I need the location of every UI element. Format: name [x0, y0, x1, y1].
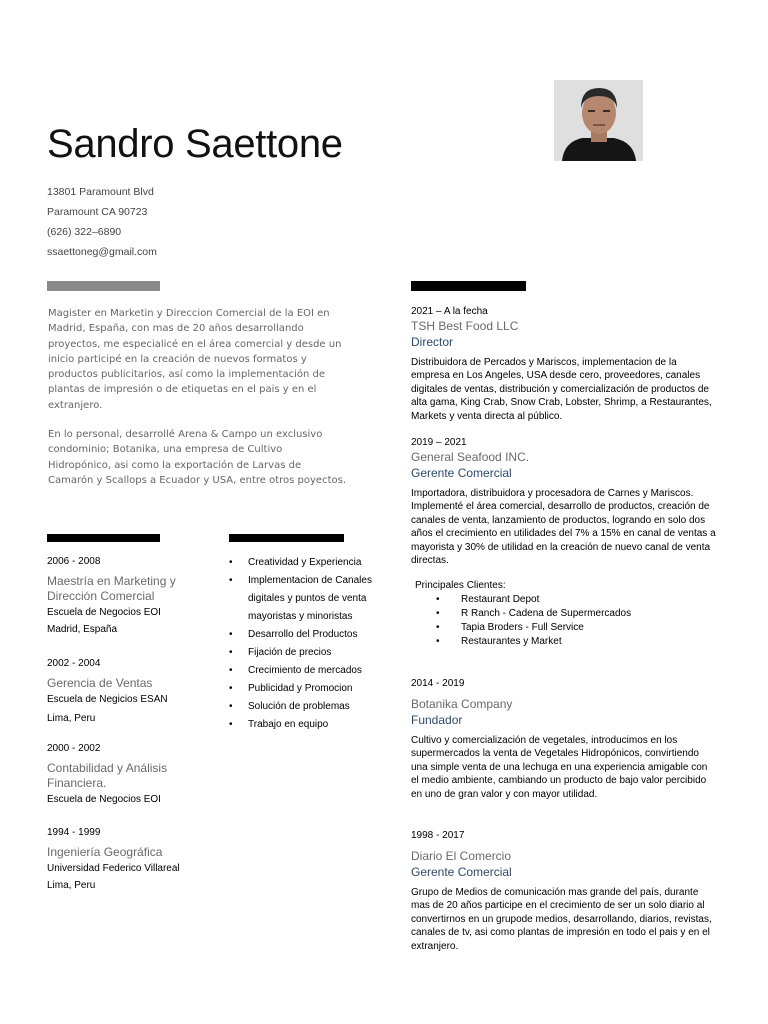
experience-description: Importadora, distribuidora y procesadora de Carnes y Mariscos. Implementé el área comercial, desarrollo de productos, creación de canales de venta, lanzamiento de productos, logrando en solo dos años el crecimiento en utilidades del 7% a 15% en canal de ventas a mayorista y 30% de utilidad en la creación de nuevo canal de venta directas. — [411, 488, 716, 567]
education-item — [47, 658, 207, 727]
profile-summary — [48, 306, 348, 502]
skills-divider — [229, 534, 344, 542]
education-divider — [47, 534, 160, 542]
skill-item: • Implementacion de Canales digitales y puntos de venta mayoristas y minoristas — [229, 572, 389, 626]
email: ssaettoneg@gmail.com — [47, 246, 157, 258]
address-line1: 13801 Paramount Blvd — [47, 186, 154, 198]
education-dates: 2002 - 2004 — [47, 658, 101, 669]
experience-dates: 1998 - 2017 — [411, 830, 465, 841]
experience-role: Gerente Comercial — [411, 865, 512, 879]
education-school: Escuela de Negocios EOI — [47, 607, 161, 618]
summary-paragraph-1: Magister en Marketin y Direccion Comercial de la EOI en Madrid, España, con mas de 20 años desarrollando proyectos, me especialicé en el área comercial y desde un inicio participé en la creación de nuevos formatos y productos publicitarios, así como la implementación de plantas de impresión o de etiquetas en el pais y en el extranjero. — [48, 308, 342, 411]
experience-dates: 2019 – 2021 — [411, 437, 467, 448]
education-dates: 1994 - 1999 — [47, 827, 101, 838]
clients-label: Principales Clientes: — [415, 580, 506, 592]
skill-item: • Fijación de precios — [229, 644, 389, 662]
phone: (626) 322–6890 — [47, 226, 122, 238]
summary-divider — [47, 281, 160, 291]
experience-role: Gerente Comercial — [411, 466, 512, 480]
experience-description: Grupo de Medios de comunicación mas grande del país, durante mas de 20 años participe en el crecimiento de ser un solo diario al convertirnos en un grupode medios, desarrollando, diarios, revistas, canales de tv, asi como plantas de impresión en todo el pais y en el extranjero. — [411, 887, 712, 952]
education-school: Universidad Federico Villareal — [47, 863, 180, 874]
education-school: Escuela de Negicios ESAN — [47, 694, 168, 705]
education-school: Escuela de Negocios EOI — [47, 794, 161, 805]
education-location: Madrid, España — [47, 624, 118, 635]
education-location: Lima, Peru — [47, 713, 96, 724]
experience-item — [411, 306, 716, 423]
client-item: • R Ranch - Cadena de Supermercados — [411, 607, 716, 621]
education-dates: 2006 - 2008 — [47, 556, 101, 567]
skill-item: • Creatividad y Experiencia — [229, 554, 389, 572]
education-location: Lima, Peru — [47, 880, 96, 891]
skill-item: • Desarrollo del Productos — [229, 626, 389, 644]
experience-item — [411, 678, 716, 801]
client-item: • Restaurant Depot — [411, 593, 716, 607]
skill-item: • Solución de problemas — [229, 698, 389, 716]
candidate-name: Sandro Saettone — [47, 122, 343, 166]
experience-dates: 2014 - 2019 — [411, 678, 465, 689]
education-item — [47, 827, 207, 894]
address-line2: Paramount CA 90723 — [47, 206, 148, 218]
experience-company: TSH Best Food LLC — [411, 319, 519, 333]
education-item — [47, 556, 207, 638]
client-item: • Tapia Broders - Full Service — [411, 621, 716, 635]
experience-divider — [411, 281, 526, 291]
experience-item — [411, 830, 716, 953]
education-dates: 2000 - 2002 — [47, 743, 101, 754]
client-item: • Restaurantes y Market — [411, 635, 716, 649]
profile-photo — [554, 80, 643, 161]
experience-description: Cultivo y comercialización de vegetales, introducimos en los supermercados la venta de Vegetales Hidropónicos, convirtiendo una simple venta de una lechuga en una experiencia amigable con el medio ambiente, cambiando un producto de bajo valor percibido en uno de gran valor y con mayor utilidad. — [411, 735, 708, 800]
clients-list — [411, 593, 716, 649]
skill-item: • Crecimiento de mercados — [229, 662, 389, 680]
education-degree: Ingeniería Geográfica — [47, 845, 163, 859]
education-item — [47, 743, 207, 808]
experience-role: Fundador — [411, 713, 463, 727]
profile-photo-portrait — [554, 80, 643, 161]
experience-description: Distribuidora de Percados y Mariscos, implementacion de la empresa en Los Angeles, USA desde cero, proveedores, canales digitales de ventas, distribución y comercialización de productos de alta gama, King Crab, Snow Crab, Lobster, Shrimp, a Restaurantes, Markets y venta directa al público. — [411, 357, 712, 422]
experience-role: Director — [411, 335, 454, 349]
experience-company: General Seafood INC. — [411, 450, 530, 464]
education-degree: Contabilidad y Análisis Financiera. — [47, 761, 168, 790]
skill-item: • Publicidad y Promocion — [229, 680, 389, 698]
experience-item — [411, 437, 716, 649]
experience-company: Botanika Company — [411, 697, 513, 711]
education-degree: Maestría en Marketing y Dirección Comercial — [47, 574, 176, 603]
skills-list — [229, 554, 389, 734]
skill-item: • Trabajo en equipo — [229, 716, 389, 734]
summary-paragraph-2: En lo personal, desarrollé Arena & Campo un exclusivo condominio; Botanika, una empresa de Cultivo Hidropónico, asi como la exportación de Larvas de Camarón y Scallops a Ecuador y USA, entre otros poyectos. — [48, 429, 347, 486]
experience-company: Diario El Comercio — [411, 849, 512, 863]
experience-dates: 2021 – A la fecha — [411, 306, 488, 317]
education-degree: Gerencia de Ventas — [47, 676, 153, 690]
